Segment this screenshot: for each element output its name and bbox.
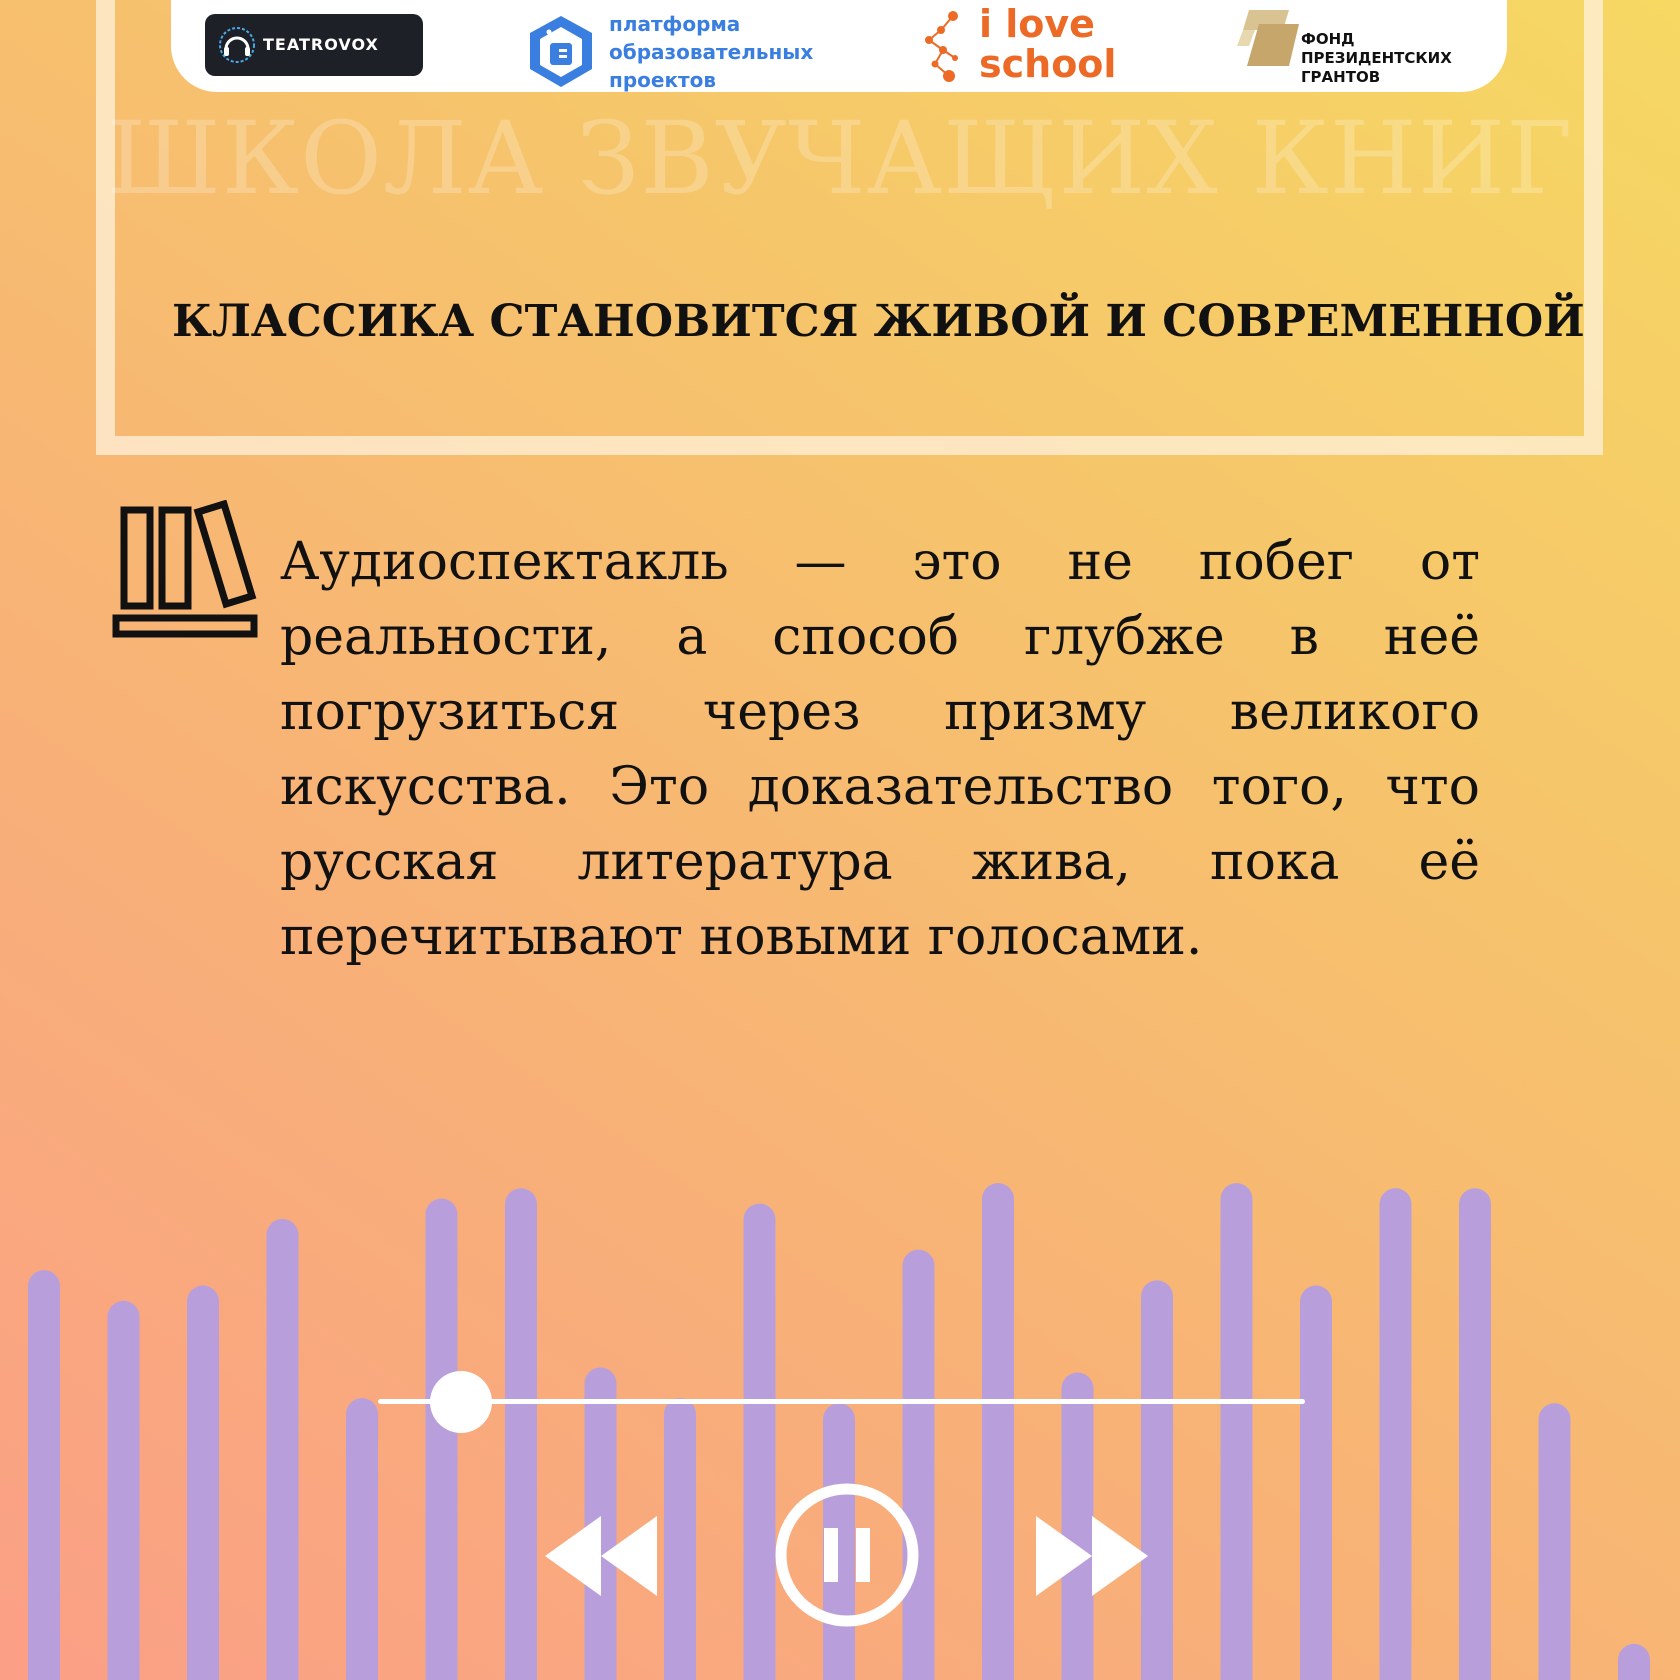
- books-icon: [112, 500, 262, 642]
- pause-button[interactable]: [772, 1480, 922, 1630]
- waveform-bar: [426, 1198, 458, 1680]
- rewind-button[interactable]: [545, 1516, 657, 1596]
- waveform-bar: [267, 1219, 299, 1680]
- waveform-bar: [28, 1270, 60, 1680]
- platform-wordmark: платформа образовательных проектов: [609, 12, 814, 92]
- page-title: ШКОЛА ЗВУЧАЩИХ КНИГ: [106, 100, 1574, 217]
- waveform-bar: [1141, 1280, 1173, 1680]
- teatrovox-wordmark: TEATROVOX: [263, 35, 379, 54]
- pause-icon: [781, 1489, 913, 1621]
- fast-forward-button[interactable]: [1036, 1516, 1148, 1596]
- waveform-bar: [505, 1188, 537, 1680]
- waveform-bar: [1459, 1188, 1491, 1680]
- progress-slider[interactable]: [378, 1399, 1305, 1404]
- waveform-bar: [664, 1398, 696, 1680]
- header-frame: [96, 0, 1603, 455]
- waveform-bar: [1618, 1644, 1650, 1680]
- ilove-school-wordmark: i love school: [979, 2, 1117, 86]
- waveform-bar: [1380, 1188, 1412, 1680]
- waveform-bar: [744, 1204, 776, 1680]
- waveform-bar: [982, 1183, 1014, 1680]
- waveform-bar: [1539, 1403, 1571, 1680]
- fast-forward-icon: [1036, 1516, 1148, 1596]
- presidential-grants-wordmark: ФОНД ПРЕЗИДЕНТСКИХ ГРАНТОВ: [1301, 30, 1452, 86]
- quote-paragraph: Аудиоспектакль — это не побег от реальности, а способ глубже в неё погрузиться через призму великого искусства. Это доказательство того, что русская литература жива, пока её перечитывают новыми голосами.: [280, 532, 1480, 967]
- waveform-bar: [346, 1398, 378, 1680]
- progress-thumb[interactable]: [430, 1371, 492, 1433]
- waveform-bar: [187, 1286, 219, 1680]
- waveform-bar: [108, 1301, 140, 1680]
- waveform-bar: [1300, 1286, 1332, 1680]
- waveform-bar: [1221, 1183, 1253, 1680]
- rewind-icon: [545, 1516, 657, 1596]
- page-subtitle: КЛАССИКА СТАНОВИТСЯ ЖИВОЙ И СОВРЕМЕННОЙ: [172, 296, 1585, 347]
